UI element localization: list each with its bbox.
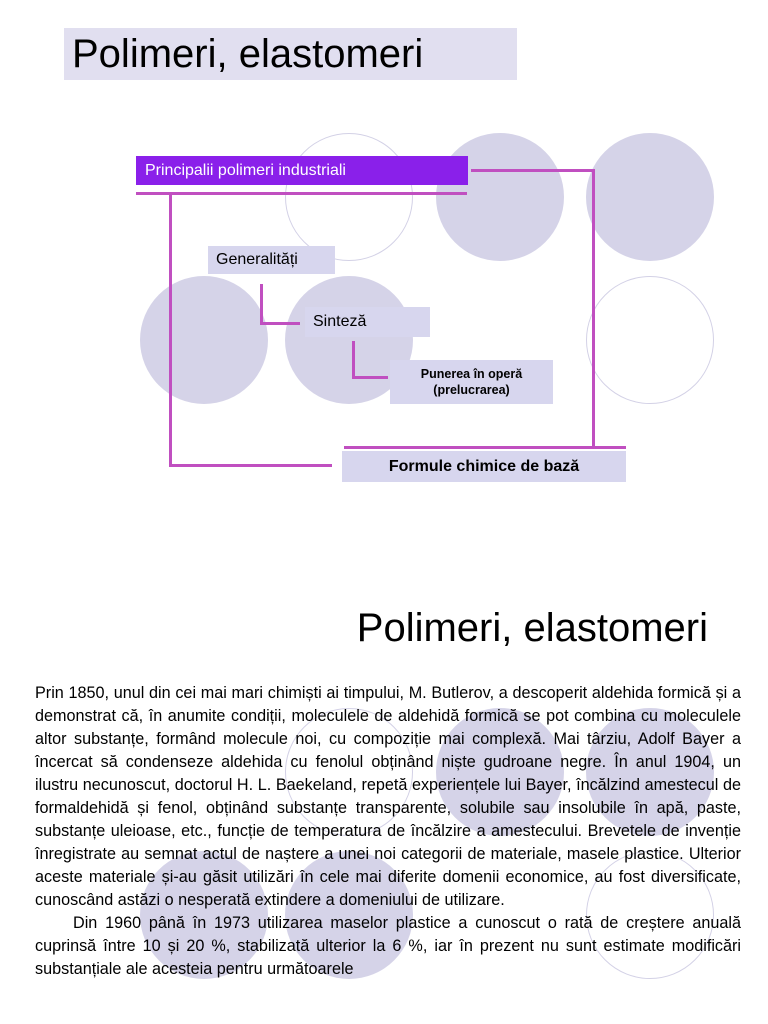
slide-2 (0, 520, 768, 1024)
menu-item-label: Principalii polimeri industriali (145, 161, 346, 179)
body-text (35, 682, 741, 981)
page-title: Polimeri, elastomeri (72, 32, 424, 76)
menu-item-sinteza[interactable] (305, 307, 430, 337)
connector-line (136, 192, 467, 195)
connector-line (471, 169, 595, 172)
menu-item-generalitati[interactable] (208, 246, 335, 274)
decor-circle (586, 133, 714, 261)
menu-item-punerea-in-opera[interactable] (390, 360, 553, 404)
connector-line (352, 341, 355, 379)
connector-line (344, 446, 626, 449)
connector-line (169, 464, 332, 467)
connector-line (169, 195, 172, 467)
paragraph: Din 1960 până în 1973 utilizarea maselor plastice a cunoscut o rată de creștere anuală cuprinsă între 10 și 20 %, stabilizată ulterior la 6 %, iar în prezent nu sunt estimate modificări substanțiale ale acesteia pentru următoarele (35, 914, 741, 978)
connector-line (260, 284, 263, 325)
connector-line (352, 376, 388, 379)
paragraph: Prin 1850, unul din cei mai mari chimiști ai timpului, M. Butlerov, a descoperit aldehida formică și a demonstrat că, în anumite condiții, moleculele de aldehidă formică se pot combina cu moleculele altor substanțe, formând molecule noi, cu compoziție mai complexă. Mai târziu, Adolf Bayer a încercat să condenseze aldehida cu fenolul obținând niște gudroane negre. În anul 1904, un ilustru necunoscut, doctorul H. L. Baekeland, repetă experiențele lui Bayer, încălzind amestecul de formaldehidă și fenol, obținând substanțe transparente, solubile sau insolubile în apă, paste, substanțe uleioase, etc., funcție de temperatura de încălzire a amestecului. Brevetele de invenție înregistrate au semnat actul de naștere a unei noi categorii de materiale, masele plastice. Ulterior aceste materiale și-au găsit utilizări în cele mai diferite domenii economice, au fost diversificate, cunoscând astăzi o nesperată extindere a domeniului de utilizare. (35, 684, 741, 909)
menu-item-principalii-polimeri[interactable] (136, 156, 468, 185)
menu-item-formule-chimice[interactable] (342, 451, 626, 482)
menu-item-label: Generalități (216, 251, 298, 268)
page-title: Polimeri, elastomeri (356, 606, 708, 650)
connector-line (260, 322, 300, 325)
decor-circle (285, 133, 413, 261)
decor-circle (586, 276, 714, 404)
decor-circle (140, 276, 268, 404)
menu-item-label: Punerea în operă (prelucrarea) (420, 367, 523, 397)
menu-item-label: Formule chimice de bază (388, 457, 580, 475)
decor-circle (436, 133, 564, 261)
connector-line (592, 169, 595, 449)
menu-item-label: Sinteză (313, 313, 367, 330)
